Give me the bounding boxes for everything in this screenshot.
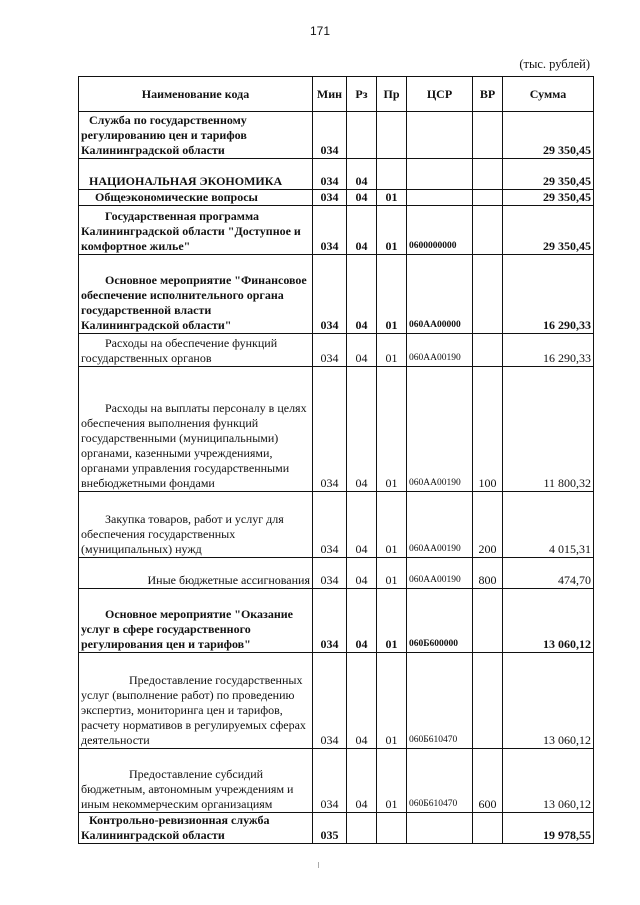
row-csr [407, 190, 473, 206]
row-min: 034 [313, 159, 347, 190]
row-min: 034 [313, 558, 347, 589]
row-csr: 060АА00190 [407, 334, 473, 367]
row-sum: 13 060,12 [503, 749, 594, 813]
row-csr: 060АА00190 [407, 367, 473, 492]
row-min: 035 [313, 813, 347, 844]
table-row [79, 159, 594, 190]
row-pr: 01 [377, 492, 407, 558]
row-pr: 01 [377, 190, 407, 206]
row-name: Закупка товаров, работ и услуг для обеспечения государственных (муниципальных) нужд [79, 492, 313, 558]
row-name: Основное мероприятие "Оказание услуг в сфере государственного регулирования цен и тарифов" [79, 589, 313, 653]
row-rz: 04 [347, 206, 377, 255]
row-rz: 04 [347, 589, 377, 653]
row-sum: 11 800,32 [503, 367, 594, 492]
header-vr: ВР [473, 77, 503, 112]
row-csr [407, 159, 473, 190]
row-rz: 04 [347, 334, 377, 367]
row-rz: 04 [347, 749, 377, 813]
table-row [79, 334, 594, 367]
row-pr: 01 [377, 206, 407, 255]
row-min: 034 [313, 255, 347, 334]
row-name: Контрольно-ревизионная служба Калининградской области [79, 813, 313, 844]
table-row [79, 558, 594, 589]
row-csr: 060АА00190 [407, 558, 473, 589]
row-sum: 29 350,45 [503, 190, 594, 206]
row-sum: 13 060,12 [503, 589, 594, 653]
row-csr: 060Б610470 [407, 653, 473, 749]
row-csr: 060АА00000 [407, 255, 473, 334]
row-sum: 4 015,31 [503, 492, 594, 558]
row-sum: 29 350,45 [503, 112, 594, 159]
row-name: Расходы на выплаты персоналу в целях обеспечения выполнения функций государственными (муниципальными) органами, казенными учреждениями, органами управления государственными внебюджетными фондами [79, 367, 313, 492]
row-rz: 04 [347, 159, 377, 190]
table-row [79, 749, 594, 813]
row-min: 034 [313, 749, 347, 813]
row-name: Государственная программа Калининградской области "Доступное и комфортное жилье" [79, 206, 313, 255]
row-vr: 800 [473, 558, 503, 589]
row-min: 034 [313, 190, 347, 206]
table-row [79, 190, 594, 206]
row-sum: 29 350,45 [503, 159, 594, 190]
row-rz: 04 [347, 367, 377, 492]
table-row [79, 112, 594, 159]
row-vr: 600 [473, 749, 503, 813]
row-vr [473, 653, 503, 749]
table-row [79, 255, 594, 334]
row-sum: 13 060,12 [503, 653, 594, 749]
row-pr: 01 [377, 653, 407, 749]
row-min: 034 [313, 653, 347, 749]
row-pr [377, 112, 407, 159]
row-min: 034 [313, 112, 347, 159]
row-vr [473, 255, 503, 334]
row-vr: 200 [473, 492, 503, 558]
row-name: Расходы на обеспечение функций государственных органов [79, 334, 313, 367]
row-vr [473, 159, 503, 190]
row-pr: 01 [377, 334, 407, 367]
table-row [79, 589, 594, 653]
table-row [79, 653, 594, 749]
page-number: 171 [309, 24, 331, 38]
row-vr [473, 206, 503, 255]
row-rz [347, 813, 377, 844]
row-name: Общеэкономические вопросы [79, 190, 313, 206]
row-name: НАЦИОНАЛЬНАЯ ЭКОНОМИКА [79, 159, 313, 190]
row-sum: 29 350,45 [503, 206, 594, 255]
row-vr [473, 112, 503, 159]
row-pr: 01 [377, 367, 407, 492]
row-vr [473, 589, 503, 653]
row-csr: 0600000000 [407, 206, 473, 255]
row-pr [377, 159, 407, 190]
table-row [79, 492, 594, 558]
header-name: Наименование кода [79, 77, 313, 112]
row-vr [473, 813, 503, 844]
row-pr: 01 [377, 749, 407, 813]
row-sum: 474,70 [503, 558, 594, 589]
row-csr [407, 813, 473, 844]
row-min: 034 [313, 334, 347, 367]
header-pr: Пр [377, 77, 407, 112]
header-min: Мин [313, 77, 347, 112]
row-pr: 01 [377, 589, 407, 653]
row-rz: 04 [347, 190, 377, 206]
table-row [79, 813, 594, 844]
row-name: Служба по государственному регулированию цен и тарифов Калининградской области [79, 112, 313, 159]
row-csr [407, 112, 473, 159]
row-rz: 04 [347, 653, 377, 749]
row-vr [473, 190, 503, 206]
row-name: Предоставление субсидий бюджетным, автономным учреждениям и иным некоммерческим организациям [79, 749, 313, 813]
units-label: (тыс. рублей) [519, 57, 590, 71]
budget-table [78, 76, 594, 844]
row-vr: 100 [473, 367, 503, 492]
row-pr: 01 [377, 558, 407, 589]
row-rz: 04 [347, 492, 377, 558]
row-sum: 16 290,33 [503, 334, 594, 367]
row-pr [377, 813, 407, 844]
row-pr: 01 [377, 255, 407, 334]
row-min: 034 [313, 367, 347, 492]
row-name: Основное мероприятие "Финансовое обеспечение исполнительного органа государственной власти Калининградской области" [79, 255, 313, 334]
row-name: Предоставление государственных услуг (выполнение работ) по проведению экспертиз, мониторинга цен и тарифов, расчету нормативов в регулируемых сферах деятельности [79, 653, 313, 749]
row-rz [347, 112, 377, 159]
table-row [79, 206, 594, 255]
header-sum: Сумма [503, 77, 594, 112]
header-csr: ЦСР [407, 77, 473, 112]
row-csr: 060АА00190 [407, 492, 473, 558]
row-csr: 060Б610470 [407, 749, 473, 813]
row-sum: 19 978,55 [503, 813, 594, 844]
row-rz: 04 [347, 255, 377, 334]
row-rz: 04 [347, 558, 377, 589]
page-mark [318, 862, 319, 868]
table-header-row [79, 77, 594, 112]
row-min: 034 [313, 492, 347, 558]
table-row [79, 367, 594, 492]
row-sum: 16 290,33 [503, 255, 594, 334]
row-csr: 060Б600000 [407, 589, 473, 653]
row-vr [473, 334, 503, 367]
row-name: Иные бюджетные ассигнования [79, 558, 313, 589]
header-rz: Рз [347, 77, 377, 112]
row-min: 034 [313, 206, 347, 255]
row-min: 034 [313, 589, 347, 653]
